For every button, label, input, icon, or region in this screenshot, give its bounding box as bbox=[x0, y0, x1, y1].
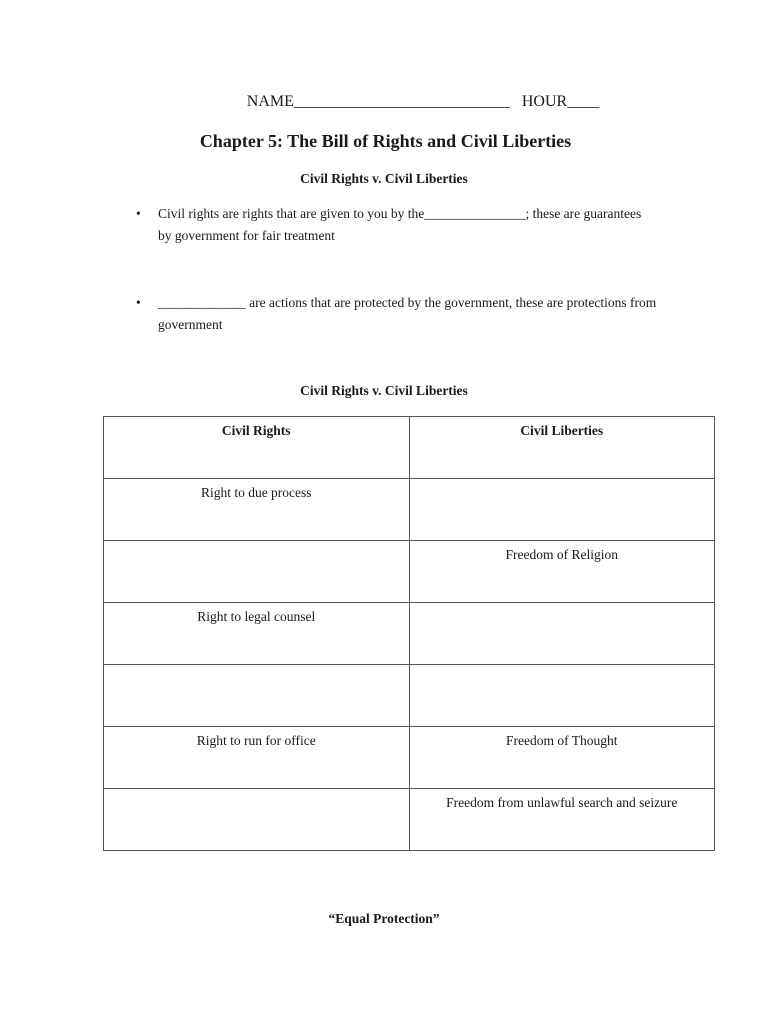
column-header-civil-liberties: Civil Liberties bbox=[409, 417, 715, 479]
table-row bbox=[104, 665, 715, 727]
section-heading-equal-protection: “Equal Protection” bbox=[328, 911, 440, 926]
table-cell bbox=[409, 665, 715, 727]
table-cell bbox=[409, 603, 715, 665]
table-cell: Freedom from unlawful search and seizure bbox=[409, 789, 715, 851]
table-cell bbox=[409, 479, 715, 541]
table-row bbox=[104, 727, 715, 789]
comparison-table bbox=[103, 416, 715, 851]
table-row bbox=[104, 789, 715, 851]
table-cell bbox=[104, 541, 410, 603]
column-header-civil-rights: Civil Rights bbox=[104, 417, 410, 479]
bullet-text-civil-liberties: _____________ are actions that are protected by the government, these are protections from government bbox=[158, 295, 657, 332]
table-row bbox=[104, 541, 715, 603]
bullet-icon: • bbox=[136, 206, 141, 221]
table-row bbox=[104, 479, 715, 541]
table-cell: Freedom of Thought bbox=[409, 727, 715, 789]
table-header-row bbox=[104, 417, 715, 479]
table-cell: Freedom of Religion bbox=[409, 541, 715, 603]
table-cell: Right to due process bbox=[104, 479, 410, 541]
table-row bbox=[104, 603, 715, 665]
bullet-icon: • bbox=[136, 295, 141, 310]
table-cell bbox=[104, 789, 410, 851]
table-cell: Right to legal counsel bbox=[104, 603, 410, 665]
table-caption: Civil Rights v. Civil Liberties bbox=[300, 383, 468, 398]
name-hour-line: NAME___________________________ HOUR____ bbox=[246, 93, 600, 110]
section-subtitle: Civil Rights v. Civil Liberties bbox=[300, 171, 468, 186]
page-title: Chapter 5: The Bill of Rights and Civil Liberties bbox=[199, 131, 572, 151]
bullet-text-civil-rights: Civil rights are rights that are given to you by the_______________; these are guarantees by government for fair treatment bbox=[158, 206, 642, 243]
table-cell bbox=[104, 665, 410, 727]
table-cell: Right to run for office bbox=[104, 727, 410, 789]
